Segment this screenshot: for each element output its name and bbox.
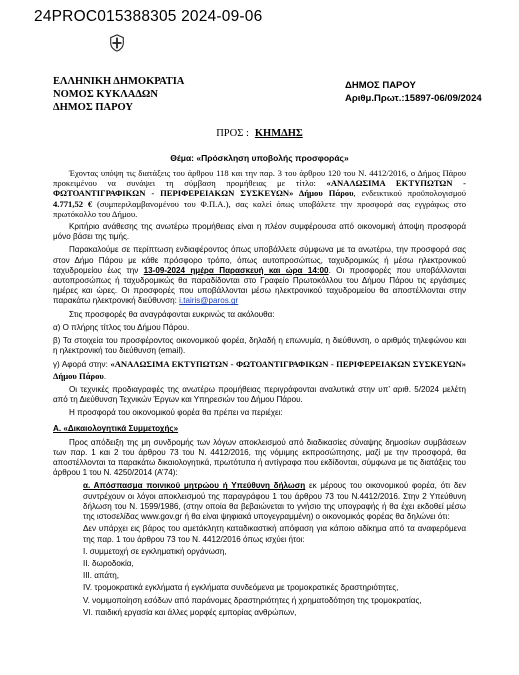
text-span: εκ μέρους του οικονομικού φορέα, ότι δεν συντρέχουν οι λόγοι αποκλεισμού της παραγράφου 1 του άρθρου 73 του Ν.4412/2016. Στην 2 Υπεύθυνη δήλωση του Ν. 1599/1986, (στην οποία θα βεβαιώνεται το γνήσιο της υπογραφής ή θα έχει εκδοθεί μέσω της ιστοσελίδας www.gov.gr ή θα είναι ψηφιακά υπογεγραμμένη) ο οικονομικός φορέας θα δηλώνει ότι: [83,481,466,522]
issuer-line: ΕΛΛΗΝΙΚΗ ΔΗΜΟΚΡΑΤΙΑ [53,76,185,87]
text-span: γ) Αφορά στην: [53,360,111,370]
text-span: Παρακαλούμε σε περίπτωση ενδιαφέροντος όπως υποβάλλετε σύμφωνα με τα ανωτέρω, την προσφορά σας στον Δήμο Πάρου με κάθε πρόσφορο τρόπο, όπως αυτοπροσώπως, ταχυδρομικώς ή μέσω ηλεκτρονικού ταχυδρομείου έως την [53,245,466,275]
procurement-title: «ΑΝΑΛΩΣΙΜΑ ΕΚΤΥΠΩΤΩΝ - ΦΩΤΟΑΝΤΙΓΡΑΦΙΚΩΝ - ΠΕΡΙΦΕΡΕΙΑΚΩΝ ΣΥΣΚΕΥΩΝ» Δήμου Πάρου [53,178,466,199]
list-item: V. νομιμοποίηση εσόδων από παράνομες δραστηριότητες ή χρηματοδότηση της τρομοκρατίας, [83,595,422,605]
list-item: II. δωροδοκία, [83,558,134,568]
greek-emblem-icon [108,34,126,52]
item-a-block [53,481,466,617]
recipient-value: ΚΗΜΔΗΣ [254,128,303,139]
award-criterion-paragraph: Κριτήριο ανάθεσης της ανωτέρω προμήθειας είναι η πλέον συμφέρουσα από οικονομική άποψη προσφορά μόνο βάσει της τιμής. [53,222,466,242]
requirements-intro: Στις προσφορές θα αναγράφονται ευκρινώς τα ακόλουθα: [69,309,275,319]
submission-paragraph [53,245,466,306]
participation-docs-paragraph: Προς απόδειξη της μη συνδρομής των λόγων αποκλεισμού από διαδικασίες σύναψης δημοσίων συμβάσεων των παρ. 1 και 2 του άρθρου 73 του Ν. 4412/2016, της νόμιμης εκπροσώπησης, μαζί με την προσφορά, θα αποστέλλονται τα παρακάτω δικαιολογητικά, πρωτότυπα ή αντίγραφα που εκδίδονται, σύμφωνα με τις διατάξεις του άρθρου 1 του Ν. 4250/2014 (Α’74): [53,437,466,478]
protocol-block [345,80,482,105]
issuer-line: ΝΟΜΟΣ ΚΥΚΛΑΔΩΝ [53,89,158,100]
letter-body [53,168,466,620]
email-link[interactable]: i.tairis@paros.gr [179,296,239,306]
requirement-b: β) Τα στοιχεία του προσφέροντος οικονομικού φορέα, δηλαδή η επωνυμία, η διεύθυνση, ο αριθμός τηλεφώνου και η ηλεκτρονική του διεύθυνση (email). [53,336,466,356]
procurement-title: «ΑΝΑΛΩΣΙΜΑ ΕΚΤΥΠΩΤΩΝ - ΦΩΤΟΑΝΤΙΓΡΑΦΙΚΩΝ - ΠΕΡΙΦΕΡΕΙΑΚΩΝ ΣΥΣΚΕΥΩΝ» Δήμου Πάρου [53,359,466,381]
deadline: 13-09-2024 ημέρα Παρασκευή και ώρα 14:00 [143,265,329,275]
requirement-c [53,359,466,381]
specs-paragraph: Οι τεχνικές προδιαγραφές της ανωτέρω προμήθειας περιγράφονται αναλυτικά στην υπ’ αριθ. 5/2024 μελέτη από τη Διεύθυνση Τεχνικών Έργων και Υπηρεσιών του Δήμου Πάρου. [53,384,466,405]
text-span: . [103,371,107,381]
subject-line: Θέμα: «Πρόσκληση υποβολής προσφοράς» [170,153,349,163]
municipality-name: ΔΗΜΟΣ ΠΑΡΟΥ [345,80,416,91]
protocol-stamp: 24PROC015388305 2024-09-06 [34,8,263,25]
offer-contents-intro: Η προσφορά του οικονομικού φορέα θα πρέπει να περιέχει: [69,408,283,418]
protocol-number: Αριθμ.Πρωτ.:15897-06/09/2024 [345,92,482,104]
issuer-line: ΔΗΜΟΣ ΠΑΡΟΥ [53,102,133,113]
requirement-a: α) Ο πλήρης τίτλος του Δήμου Πάρου. [53,322,190,332]
list-item: IV. τρομοκρατικά εγκλήματα ή εγκλήματα συνδεόμενα με τρομοκρατικές δραστηριότητες, [83,583,399,593]
recipient-line [0,128,519,139]
issuer-block [53,75,184,114]
text-span: , ενδεικτικού προϋπολογισμού [353,188,466,199]
intro-paragraph [53,168,466,219]
list-item: I. συμμετοχή σε εγκληματική οργάνωση, [83,546,227,556]
text-span: . Οι προσφορές που υποβάλλονται αυτοπροσώπως ή ταχυδρομικώς θα παραδίδονται στο Γραφείο Πρωτοκόλλου του Δήμου Πάρου τις εργάσιμες ημέρες και ώρες. Οι προσφορές που υποβάλλονται μέσω ηλεκτρονικού ταχυδρομείου θα αποστέλλονται στην παρακάτω ηλεκτρονική διεύθυνση: [53,265,466,306]
item-a-heading: α. Απόσπασμα ποινικού μητρώου ή Υπεύθυνη δήλωση [83,481,306,491]
list-item: III. απάτη, [83,571,120,581]
section-a-heading: Α. «Δικαιολογητικά Συμμετοχής» [53,424,179,434]
text-span: (συμπεριλαμβανομένου του Φ.Π.Α.), σας καλεί όπως υποβάλετε την προσφορά σας εγγράφως στο πρωτόκολλο του Δήμου. [53,198,466,219]
list-item: VI. παιδική εργασία και άλλες μορφές εμπορίας ανθρώπων, [83,607,297,617]
item-a-continued: Δεν υπάρχει εις βάρος του αμετάκλητη καταδικαστική απόφαση για κάποιο αδίκημα από τα αναφερόμενα της παρ. 1 του άρθρου 73 του Ν. 4412/2016 όπως ισχύει ήτοι: [83,524,466,544]
budget-amount: 4.771,52 € [53,198,93,209]
text-span: Έχοντας υπόψη τις διατάξεις του άρθρου 118 και την παρ. 3 του άρθρου 120 του Ν. 4412/2016, ο Δήμος Πάρου προκειμένου να συνάψει τη σύμβαση προμήθειας με τίτλο: [53,168,466,189]
recipient-label: ΠΡΟΣ : [216,128,249,139]
item-a-paragraph [83,481,466,522]
